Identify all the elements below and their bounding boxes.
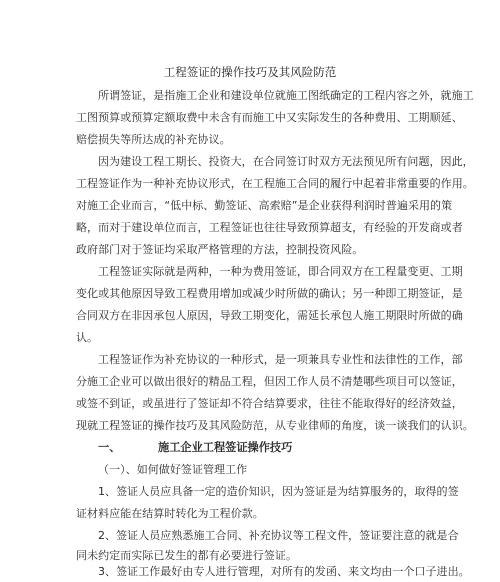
paragraph-line: 所谓签证，是指施工企业和建设单位就施工图纸确定的工程内容之外，就施工	[98, 89, 474, 102]
paragraph-line: 略，而对于建设单位而言，工程签证也往往导致预算超支，有经验的开发商或者	[76, 221, 463, 234]
section-heading-number: 一、	[98, 441, 121, 454]
paragraph-line: 分施工企业可以做出很好的精品工程，但因工作人员不清楚哪些项目可以签证，	[76, 375, 463, 388]
paragraph-line: 工程签证作为补充协议的一种形式，是一项兼具专业性和法律性的工作，部	[98, 353, 463, 366]
document-title: 工程签证的操作技巧及其风险防范	[163, 65, 337, 79]
section-heading-text: 施工企业工程签证操作技巧	[158, 441, 293, 454]
paragraph-line: 工图预算或预算定额取费中未含有而施工中又实际发生的各种费用、工期顺延、	[76, 111, 463, 124]
paragraph-line: 证材料应能在结算时转化为工程价款。	[76, 507, 264, 520]
paragraph-line: 因为建设工程工期长、投资大，在合同签订时双方无法预见所有问题，因此，	[98, 155, 474, 168]
paragraph-line: 或签不到证，或虽进行了签证却不符合结算要求，往往不能取得好的经济效益，	[76, 397, 463, 410]
paragraph-line: 赔偿损失等所达成的补充协议。	[76, 133, 231, 146]
subsection-heading: （一）、如何做好签证管理工作	[98, 463, 248, 476]
paragraph-line: 对施工企业而言，“低中标、勤签证、高索赔”是企业获得利润时普遍采用的策	[76, 199, 453, 212]
paragraph-line: 同未约定而实际已发生的都有必要进行签证。	[76, 549, 297, 562]
paragraph-line: 工程签证作为一种补充协议形式，在工程施工合同的履行中起着非常重要的作用。	[76, 177, 474, 190]
paragraph-line: 1、签证人员应具备一定的造价知识，因为签证是为结算服务的，取得的签	[98, 485, 459, 498]
paragraph-line: 变化或其他原因导致工程费用增加或减少时所做的确认；另一种即工期签证，是	[76, 287, 463, 300]
paragraph-line: 2、签证人员应熟悉施工合同、补充协议等工程文件，签证要注意的就是合	[98, 529, 459, 542]
paragraph-line: 现就工程签证的操作技巧及其风险防范，从专业律师的角度，谈一谈我们的认识。	[76, 419, 474, 432]
paragraph-line: 工程签证实际就是两种，一种为费用签证，即合同双方在工程量变更、工期	[98, 265, 463, 278]
paragraph-line: 政府部门对于签证均采取严格管理的方法，控制投资风险。	[76, 243, 364, 256]
paragraph-line: 3、签证工作最好由专人进行管理，对所有的发函、来文均由一个口子进出。	[98, 565, 470, 578]
paragraph-line: 认。	[76, 331, 99, 344]
paragraph-line: 合同双方在非因承包人原因，导致工期变化，需延长承包人施工期限时所做的确	[76, 309, 463, 322]
